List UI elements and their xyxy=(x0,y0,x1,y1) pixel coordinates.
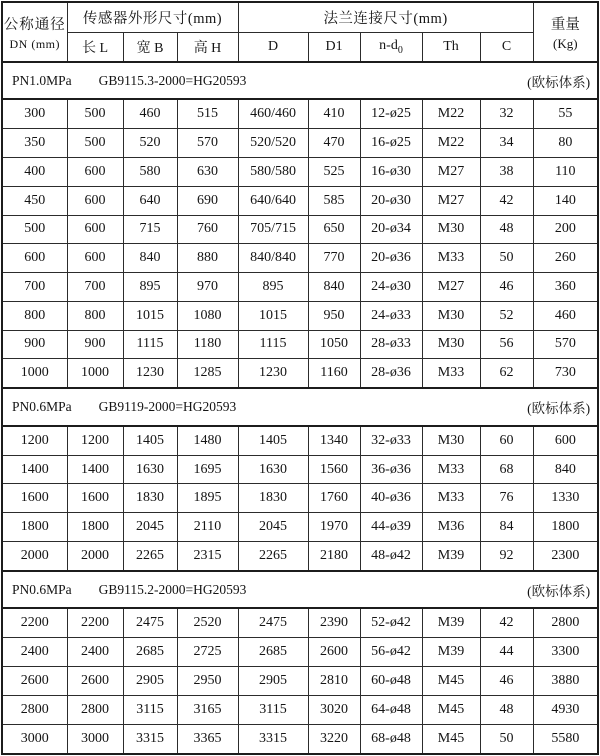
table-row xyxy=(2,301,598,330)
cell-d1: 770 xyxy=(308,244,360,273)
cell-length-l: 3000 xyxy=(67,724,123,754)
cell-height-h: 2110 xyxy=(177,513,238,542)
cell-dn: 2400 xyxy=(2,638,67,667)
cell-n-d0: 68-ø48 xyxy=(360,724,422,754)
section-header-row xyxy=(2,62,598,99)
cell-n-d0: 36-ø36 xyxy=(360,455,422,484)
cell-c: 44 xyxy=(480,638,533,667)
cell-length-l: 500 xyxy=(67,129,123,158)
cell-dn: 450 xyxy=(2,186,67,215)
cell-th: M30 xyxy=(422,215,480,244)
cell-width-b: 1405 xyxy=(123,426,177,456)
cell-th: M33 xyxy=(422,244,480,273)
cell-height-h: 1480 xyxy=(177,426,238,456)
cell-height-h: 1285 xyxy=(177,359,238,389)
cell-d: 705/715 xyxy=(238,215,308,244)
cell-weight: 3300 xyxy=(533,638,598,667)
cell-th: M22 xyxy=(422,129,480,158)
cell-dn: 1000 xyxy=(2,359,67,389)
cell-height-h: 2520 xyxy=(177,608,238,638)
cell-height-h: 1080 xyxy=(177,301,238,330)
cell-width-b: 460 xyxy=(123,99,177,129)
cell-dn: 1400 xyxy=(2,455,67,484)
cell-dn: 1600 xyxy=(2,484,67,513)
table-row xyxy=(2,215,598,244)
cell-th: M45 xyxy=(422,695,480,724)
cell-c: 50 xyxy=(480,724,533,754)
cell-width-b: 3315 xyxy=(123,724,177,754)
cell-th: M39 xyxy=(422,638,480,667)
cell-th: M22 xyxy=(422,99,480,129)
cell-width-b: 520 xyxy=(123,129,177,158)
cell-weight: 2800 xyxy=(533,608,598,638)
col-header-th: Th xyxy=(422,32,480,62)
cell-length-l: 2600 xyxy=(67,667,123,696)
cell-d: 2265 xyxy=(238,541,308,571)
col-header-n-d0 xyxy=(360,32,422,62)
cell-height-h: 515 xyxy=(177,99,238,129)
cell-n-d0: 16-ø30 xyxy=(360,158,422,187)
cell-height-h: 690 xyxy=(177,186,238,215)
section-header-cell xyxy=(2,571,598,608)
cell-length-l: 600 xyxy=(67,158,123,187)
cell-length-l: 1000 xyxy=(67,359,123,389)
cell-d: 1630 xyxy=(238,455,308,484)
cell-th: M33 xyxy=(422,455,480,484)
section-pressure: PN1.0MPa xyxy=(12,72,72,88)
cell-height-h: 760 xyxy=(177,215,238,244)
section-standard: GB9119-2000=HG20593 xyxy=(98,399,237,415)
cell-height-h: 2950 xyxy=(177,667,238,696)
cell-d: 580/580 xyxy=(238,158,308,187)
cell-width-b: 1115 xyxy=(123,330,177,359)
cell-length-l: 600 xyxy=(67,244,123,273)
cell-c: 42 xyxy=(480,186,533,215)
cell-n-d0: 28-ø36 xyxy=(360,359,422,389)
table-row xyxy=(2,158,598,187)
section-header-row xyxy=(2,571,598,608)
cell-d: 1230 xyxy=(238,359,308,389)
cell-n-d0: 24-ø33 xyxy=(360,301,422,330)
cell-dn: 800 xyxy=(2,301,67,330)
table-row xyxy=(2,186,598,215)
dimension-spec-table xyxy=(1,1,599,755)
cell-width-b: 1830 xyxy=(123,484,177,513)
col-header-c: C xyxy=(480,32,533,62)
cell-length-l: 1600 xyxy=(67,484,123,513)
col-header-d1: D1 xyxy=(308,32,360,62)
cell-weight: 1800 xyxy=(533,513,598,542)
section-pressure: PN0.6MPa xyxy=(12,399,72,415)
cell-n-d0: 64-ø48 xyxy=(360,695,422,724)
cell-d: 3115 xyxy=(238,695,308,724)
n-d0-label-subscript: 0 xyxy=(397,44,403,56)
cell-d1: 1760 xyxy=(308,484,360,513)
cell-width-b: 895 xyxy=(123,273,177,302)
cell-d1: 950 xyxy=(308,301,360,330)
section-note: (欧标体系) xyxy=(527,401,591,417)
cell-n-d0: 48-ø42 xyxy=(360,541,422,571)
cell-th: M27 xyxy=(422,273,480,302)
cell-d1: 1340 xyxy=(308,426,360,456)
cell-c: 48 xyxy=(480,695,533,724)
cell-dn: 300 xyxy=(2,99,67,129)
cell-height-h: 1895 xyxy=(177,484,238,513)
spec-table-body xyxy=(2,62,598,754)
cell-th: M30 xyxy=(422,301,480,330)
cell-n-d0: 32-ø33 xyxy=(360,426,422,456)
cell-c: 46 xyxy=(480,273,533,302)
cell-height-h: 3365 xyxy=(177,724,238,754)
cell-weight: 260 xyxy=(533,244,598,273)
cell-d1: 1160 xyxy=(308,359,360,389)
weight-unit-label: (Kg) xyxy=(553,35,578,51)
cell-width-b: 715 xyxy=(123,215,177,244)
cell-c: 56 xyxy=(480,330,533,359)
cell-dn: 900 xyxy=(2,330,67,359)
cell-dn: 2800 xyxy=(2,695,67,724)
n-d0-label-main: n-d xyxy=(379,37,398,53)
cell-c: 46 xyxy=(480,667,533,696)
cell-weight: 55 xyxy=(533,99,598,129)
cell-dn: 1800 xyxy=(2,513,67,542)
cell-d1: 3020 xyxy=(308,695,360,724)
section-standard: GB9115.3-2000=HG20593 xyxy=(98,72,247,88)
cell-length-l: 2400 xyxy=(67,638,123,667)
cell-c: 42 xyxy=(480,608,533,638)
weight-label-cn: 重量 xyxy=(550,16,580,33)
table-row xyxy=(2,541,598,571)
cell-width-b: 640 xyxy=(123,186,177,215)
cell-weight: 1330 xyxy=(533,484,598,513)
cell-weight: 360 xyxy=(533,273,598,302)
cell-weight: 460 xyxy=(533,301,598,330)
section-note: (欧标体系) xyxy=(527,74,591,90)
cell-th: M33 xyxy=(422,484,480,513)
cell-n-d0: 60-ø48 xyxy=(360,667,422,696)
cell-n-d0: 16-ø25 xyxy=(360,129,422,158)
table-row xyxy=(2,638,598,667)
table-row xyxy=(2,608,598,638)
cell-th: M39 xyxy=(422,608,480,638)
cell-length-l: 2000 xyxy=(67,541,123,571)
cell-width-b: 840 xyxy=(123,244,177,273)
section-header-line xyxy=(3,397,597,417)
cell-height-h: 1695 xyxy=(177,455,238,484)
table-row xyxy=(2,330,598,359)
cell-length-l: 600 xyxy=(67,186,123,215)
cell-weight: 110 xyxy=(533,158,598,187)
cell-d: 1405 xyxy=(238,426,308,456)
table-row xyxy=(2,244,598,273)
cell-d: 460/460 xyxy=(238,99,308,129)
cell-n-d0: 52-ø42 xyxy=(360,608,422,638)
cell-width-b: 2265 xyxy=(123,541,177,571)
cell-length-l: 2800 xyxy=(67,695,123,724)
cell-d: 3315 xyxy=(238,724,308,754)
cell-c: 62 xyxy=(480,359,533,389)
cell-height-h: 1180 xyxy=(177,330,238,359)
col-header-weight xyxy=(533,2,598,62)
table-row xyxy=(2,484,598,513)
cell-width-b: 580 xyxy=(123,158,177,187)
cell-c: 50 xyxy=(480,244,533,273)
cell-dn: 2000 xyxy=(2,541,67,571)
cell-height-h: 570 xyxy=(177,129,238,158)
header-row-subcolumns xyxy=(2,32,598,62)
cell-length-l: 1200 xyxy=(67,426,123,456)
cell-n-d0: 56-ø42 xyxy=(360,638,422,667)
cell-d1: 470 xyxy=(308,129,360,158)
table-row xyxy=(2,359,598,389)
col-header-length-l: 长 L xyxy=(67,32,123,62)
cell-weight: 2300 xyxy=(533,541,598,571)
cell-dn: 2600 xyxy=(2,667,67,696)
cell-dn: 1200 xyxy=(2,426,67,456)
cell-c: 60 xyxy=(480,426,533,456)
cell-d1: 2810 xyxy=(308,667,360,696)
cell-c: 38 xyxy=(480,158,533,187)
cell-d: 1830 xyxy=(238,484,308,513)
cell-height-h: 880 xyxy=(177,244,238,273)
cell-height-h: 3165 xyxy=(177,695,238,724)
cell-height-h: 630 xyxy=(177,158,238,187)
cell-width-b: 2905 xyxy=(123,667,177,696)
cell-c: 76 xyxy=(480,484,533,513)
cell-n-d0: 40-ø36 xyxy=(360,484,422,513)
cell-th: M45 xyxy=(422,667,480,696)
cell-d: 895 xyxy=(238,273,308,302)
cell-d1: 525 xyxy=(308,158,360,187)
cell-d: 520/520 xyxy=(238,129,308,158)
cell-c: 84 xyxy=(480,513,533,542)
cell-width-b: 2475 xyxy=(123,608,177,638)
table-row xyxy=(2,99,598,129)
cell-d: 2475 xyxy=(238,608,308,638)
col-header-height-h: 高 H xyxy=(177,32,238,62)
cell-weight: 5580 xyxy=(533,724,598,754)
cell-width-b: 1015 xyxy=(123,301,177,330)
cell-length-l: 700 xyxy=(67,273,123,302)
cell-width-b: 1630 xyxy=(123,455,177,484)
cell-n-d0: 44-ø39 xyxy=(360,513,422,542)
table-row xyxy=(2,426,598,456)
cell-d1: 585 xyxy=(308,186,360,215)
cell-c: 32 xyxy=(480,99,533,129)
header-row-groups xyxy=(2,2,598,32)
cell-weight: 200 xyxy=(533,215,598,244)
cell-d: 2905 xyxy=(238,667,308,696)
cell-c: 34 xyxy=(480,129,533,158)
cell-length-l: 800 xyxy=(67,301,123,330)
col-header-width-b: 宽 B xyxy=(123,32,177,62)
cell-c: 52 xyxy=(480,301,533,330)
cell-dn: 700 xyxy=(2,273,67,302)
cell-height-h: 2725 xyxy=(177,638,238,667)
cell-dn: 600 xyxy=(2,244,67,273)
cell-th: M39 xyxy=(422,541,480,571)
cell-d1: 2180 xyxy=(308,541,360,571)
cell-d1: 650 xyxy=(308,215,360,244)
cell-length-l: 900 xyxy=(67,330,123,359)
table-row xyxy=(2,129,598,158)
cell-d1: 2600 xyxy=(308,638,360,667)
col-group-sensor-dimensions: 传感器外形尺寸(mm) xyxy=(67,2,238,32)
section-header-line xyxy=(3,71,597,91)
col-group-flange-connection: 法兰连接尺寸(mm) xyxy=(238,2,533,32)
nominal-diameter-label-en: DN (mm) xyxy=(9,36,60,51)
cell-n-d0: 12-ø25 xyxy=(360,99,422,129)
cell-width-b: 2685 xyxy=(123,638,177,667)
cell-d1: 1050 xyxy=(308,330,360,359)
cell-length-l: 600 xyxy=(67,215,123,244)
cell-th: M33 xyxy=(422,359,480,389)
cell-n-d0: 24-ø30 xyxy=(360,273,422,302)
cell-dn: 3000 xyxy=(2,724,67,754)
cell-d1: 840 xyxy=(308,273,360,302)
cell-c: 68 xyxy=(480,455,533,484)
cell-n-d0: 28-ø33 xyxy=(360,330,422,359)
cell-th: M36 xyxy=(422,513,480,542)
col-header-nominal-diameter xyxy=(2,2,67,62)
cell-weight: 4930 xyxy=(533,695,598,724)
cell-weight: 3880 xyxy=(533,667,598,696)
cell-width-b: 2045 xyxy=(123,513,177,542)
cell-c: 48 xyxy=(480,215,533,244)
cell-d1: 2390 xyxy=(308,608,360,638)
cell-length-l: 500 xyxy=(67,99,123,129)
cell-d: 2045 xyxy=(238,513,308,542)
cell-weight: 600 xyxy=(533,426,598,456)
cell-weight: 140 xyxy=(533,186,598,215)
table-row xyxy=(2,667,598,696)
cell-th: M27 xyxy=(422,186,480,215)
cell-d: 1015 xyxy=(238,301,308,330)
cell-dn: 2200 xyxy=(2,608,67,638)
cell-d1: 410 xyxy=(308,99,360,129)
cell-d: 640/640 xyxy=(238,186,308,215)
cell-d: 2685 xyxy=(238,638,308,667)
cell-height-h: 2315 xyxy=(177,541,238,571)
cell-d: 840/840 xyxy=(238,244,308,273)
cell-d: 1115 xyxy=(238,330,308,359)
cell-th: M45 xyxy=(422,724,480,754)
cell-th: M27 xyxy=(422,158,480,187)
section-pressure: PN0.6MPa xyxy=(12,581,72,597)
cell-weight: 840 xyxy=(533,455,598,484)
section-note: (欧标体系) xyxy=(527,583,591,599)
cell-weight: 570 xyxy=(533,330,598,359)
cell-dn: 400 xyxy=(2,158,67,187)
cell-n-d0: 20-ø36 xyxy=(360,244,422,273)
cell-weight: 730 xyxy=(533,359,598,389)
nominal-diameter-label-cn: 公称通径 xyxy=(3,16,66,33)
section-header-line xyxy=(3,580,597,600)
section-standard: GB9115.2-2000=HG20593 xyxy=(98,581,247,597)
cell-th: M30 xyxy=(422,330,480,359)
table-row xyxy=(2,695,598,724)
cell-d1: 1970 xyxy=(308,513,360,542)
cell-n-d0: 20-ø34 xyxy=(360,215,422,244)
section-header-cell xyxy=(2,62,598,99)
cell-width-b: 3115 xyxy=(123,695,177,724)
cell-d1: 1560 xyxy=(308,455,360,484)
table-row xyxy=(2,724,598,754)
cell-length-l: 2200 xyxy=(67,608,123,638)
cell-dn: 350 xyxy=(2,129,67,158)
cell-n-d0: 20-ø30 xyxy=(360,186,422,215)
cell-length-l: 1800 xyxy=(67,513,123,542)
col-header-d: D xyxy=(238,32,308,62)
table-row xyxy=(2,455,598,484)
table-row xyxy=(2,513,598,542)
cell-th: M30 xyxy=(422,426,480,456)
table-header xyxy=(2,2,598,62)
cell-height-h: 970 xyxy=(177,273,238,302)
cell-width-b: 1230 xyxy=(123,359,177,389)
section-header-row xyxy=(2,388,598,425)
cell-c: 92 xyxy=(480,541,533,571)
table-row xyxy=(2,273,598,302)
cell-weight: 80 xyxy=(533,129,598,158)
cell-dn: 500 xyxy=(2,215,67,244)
section-header-cell xyxy=(2,388,598,425)
cell-d1: 3220 xyxy=(308,724,360,754)
cell-length-l: 1400 xyxy=(67,455,123,484)
